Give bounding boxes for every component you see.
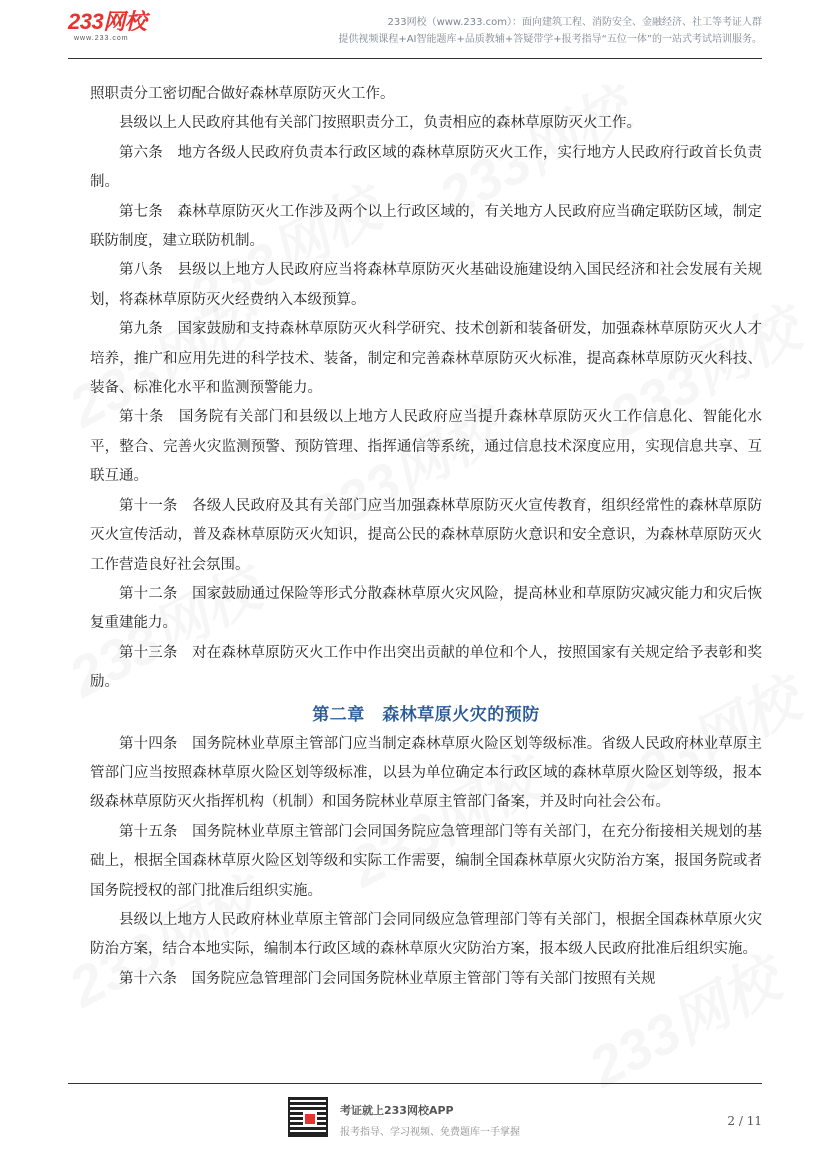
paragraph: 第十条 国务院有关部门和县级以上地方人民政府应当提升森林草原防灭火工作信息化、智能化水平，整合、完善火灾监测预警、预防管理、指挥通信等系统，通过信息技术深度应用，实现信息共享、互联互通。 (90, 409, 762, 485)
footer-divider (68, 1083, 762, 1084)
header-divider (68, 58, 762, 59)
paragraph: 第六条 地方各级人民政府负责本行政区域的森林草原防灭火工作，实行地方人民政府行政首长负责制。 (90, 144, 762, 191)
logo-url: www.233.com (74, 35, 129, 42)
paragraph: 第十四条 国务院林业草原主管部门应当制定森林草原火险区划等级标准。省级人民政府林业草原主管部门应当按照森林草原火险区划等级标准，以县为单位确定本行政区域的森林草原火险区划等级，报本级森林草原防灭火指挥机构（机制）和国务院林业草原主管部门备案，并及时向社会公布。 (90, 735, 762, 811)
paragraph: 第九条 国家鼓励和支持森林草原防灭火科学研究、技术创新和装备研发，加强森林草原防灭火人才培养，推广和应用先进的科学技术、装备，制定和完善森林草原防灭火标准，提高森林草原防灭火科技、装备、标准化水平和监测预警能力。 (90, 321, 762, 397)
paragraph: 第十一条 各级人民政府及其有关部门应当加强森林草原防灭火宣传教育，组织经常性的森林草原防灭火宣传活动，普及森林草原防灭火知识，提高公民的森林草原防火意识和安全意识，为森林草原防灭火工作营造良好社会氛围。 (90, 497, 762, 573)
header-slogan (322, 14, 762, 48)
paragraph: 第十五条 国务院林业草原主管部门会同国务院应急管理部门等有关部门，在充分衔接相关规划的基础上，根据全国森林草原火险区划等级和实际工作需要，编制全国森林草原火灾防治方案，报国务院或者国务院授权的部门批准后组织实施。 (90, 823, 762, 899)
footer-app-title: 考证就上233网校APP (340, 1104, 454, 1117)
header-line-1: 233网校（www.233.com）：面向建筑工程、消防安全、金融经济、社工等考证人群 (387, 17, 762, 28)
site-logo[interactable] (68, 10, 168, 46)
paragraph: 第七条 森林草原防灭火工作涉及两个以上行政区域的，有关地方人民政府应当确定联防区域，制定联防制度，建立联防机制。 (90, 203, 762, 250)
paragraph: 县级以上地方人民政府林业草原主管部门会同同级应急管理部门等有关部门，根据全国森林草原火灾防治方案，结合本地实际，编制本行政区域的森林草原火灾防治方案，报本级人民政府批准后组织实施。 (90, 911, 762, 958)
qr-code-icon[interactable] (288, 1097, 328, 1137)
chapter-heading: 第二章 森林草原火灾的预防 (312, 704, 540, 725)
paragraph: 第十三条 对在森林草原防灭火工作中作出突出贡献的单位和个人，按照国家有关规定给予表彰和奖励。 (90, 644, 762, 691)
paragraph: 县级以上人民政府其他有关部门按照职责分工，负责相应的森林草原防灭火工作。 (119, 115, 641, 132)
page-header (0, 0, 830, 60)
logo-text: 233网校 (68, 9, 147, 34)
footer-app-subtitle: 报考指导、学习视频、免费题库一手掌握 (340, 1127, 520, 1138)
header-line-2: 提供视频课程+AI智能题库+品质教辅+答疑带学+报考指导“五位一体”的一站式考试培训服务。 (338, 34, 762, 45)
paragraph: 第八条 县级以上地方人民政府应当将森林草原防灭火基础设施建设纳入国民经济和社会发展有关规划，将森林草原防灭火经费纳入本级预算。 (90, 262, 762, 308)
page-number: 2 / 11 (727, 1114, 762, 1128)
document-body (90, 80, 762, 994)
paragraph: 第十六条 国务院应急管理部门会同国务院林业草原主管部门等有关部门按照有关规 (119, 970, 656, 987)
paragraph: 照职责分工密切配合做好森林草原防灭火工作。 (90, 86, 395, 102)
paragraph: 第十二条 国家鼓励通过保险等形式分散森林草原火灾风险，提高林业和草原防灾减灾能力和灾后恢复重建能力。 (90, 585, 762, 632)
